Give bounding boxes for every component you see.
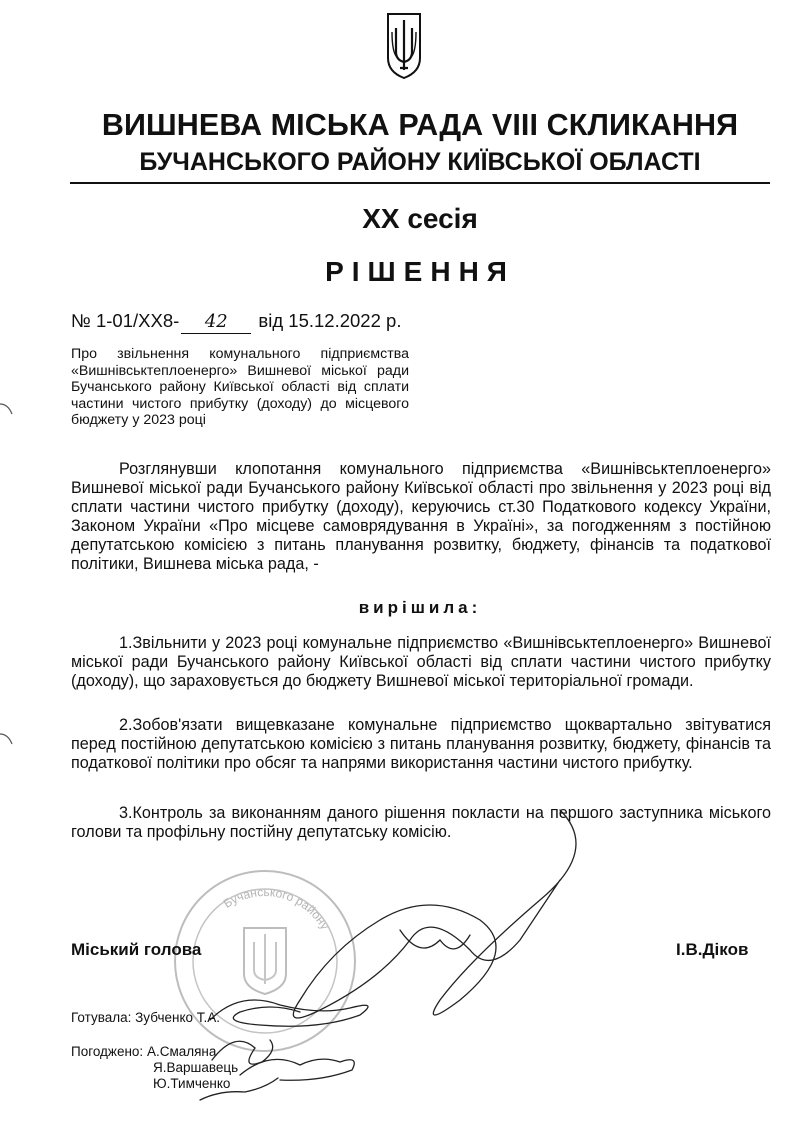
preamble-paragraph: Розглянувши клопотання комунального підприємства «Вишнівськтеплоенерго» Вишневої міської ради Бучанського району Київської області про звільнення у 2023 році від сплати частини чистого прибутку (доходу), керуючись ст.30 Податкового кодексу України, Законом України «Про місцеве самоврядування в Україні», за погодженням з постійною депутатською комісією з питань планування розвитку, бюджету, фінансів та податкової політики, Вишнева міська рада, - [71,460,771,573]
council-title: ВИШНЕВА МІСЬКА РАДА VIII СКЛИКАННЯ [101,108,739,142]
mayor-name: І.В.Діков [676,940,749,959]
scan-margin-mark [0,402,14,416]
prepared-by-name: Зубченко Т.А. [135,1010,221,1025]
agreed-by-name-3: Ю.Тимченко [153,1076,231,1091]
agreed-by-name-2: Я.Варшавець [153,1060,239,1075]
decision-number-handwritten: 42 [181,313,251,334]
prepared-by-line [71,1010,220,1025]
agreed-by-name-1: А.Смаляна [146,1044,217,1059]
prepared-by-label: Готувала: [71,1010,132,1025]
mayor-title: Міський голова [71,940,202,959]
decision-date: від 15.12.2022 р. [258,310,402,331]
resolved-label: вирішила: [358,598,482,617]
decision-number-prefix: № 1-01/XX8- [71,310,180,331]
agreed-by-label: Погоджено: [71,1044,144,1059]
stamp-ring-text: Бучанського району [220,884,333,933]
header-divider [70,182,770,184]
scan-margin-mark [0,732,14,746]
agreed-by-line [71,1044,216,1059]
decision-item-2: 2.Зобов'язати вищевказане комунальне підприємство щоквартально звітуватися перед постійною депутатською комісією з питань планування розвитку, бюджету, фінансів та податкової політики про обсяг та напрями використання частини чистого прибутку. [71,716,771,772]
decision-heading: РІШЕННЯ [325,256,515,287]
decision-number-line [71,310,401,334]
trident-emblem-icon [384,12,424,80]
official-stamp [170,866,360,1056]
session-heading: XX сесія [362,203,478,234]
decision-item-3: 3.Контроль за виконанням даного рішення покласти на першого заступника міського голови та профільну постійну депутатську комісію. [71,804,771,841]
district-title: БУЧАНСЬКОГО РАЙОНУ КИЇВСЬКОЇ ОБЛАСТІ [139,148,701,176]
decision-subject: Про звільнення комунального підприємства «Вишнівськтеплоенерго» Вишневої міської ради Бучанського району Київської області від сплати частини чистого прибутку (доходу) до місцевого бюджету у 2023 році [71,346,409,428]
decision-item-1: 1.Звільнити у 2023 році комунальне підприємство «Вишнівськтеплоенерго» Вишневої міської ради Бучанського району Київської області від сплати частини чистого прибутку (доходу), що зараховується до бюджету Вишневої міської територіальної громади. [71,634,771,690]
svg-text:Бучанського району [221,885,332,932]
